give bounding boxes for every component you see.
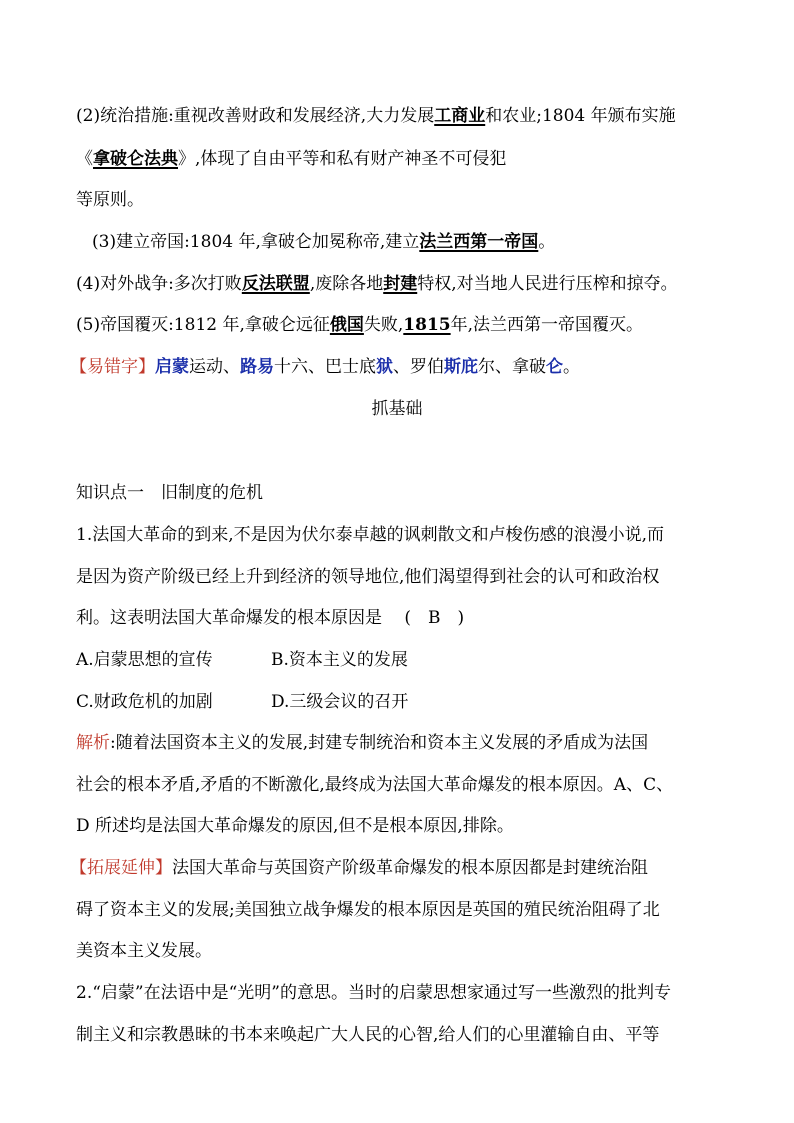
measures-line-1 <box>76 105 726 127</box>
question-2-line-2: 制主义和宗教愚昧的书本来唤起广大人民的心智,给人们的心里灌输自由、平等 <box>76 1025 660 1045</box>
key-term: 工商业 <box>434 106 486 126</box>
key-term: 法兰西第一帝国 <box>419 232 539 252</box>
text: 法国大革命与英国资产阶级革命爆发的根本原因都是封建统治阻 <box>172 858 648 878</box>
extension-line-1 <box>70 857 720 879</box>
typo-word: 狱 <box>376 357 393 377</box>
knowledge-point-title: 知识点一 旧制度的危机 <box>76 483 263 503</box>
option-d: D.三级会议的召开 <box>271 692 409 712</box>
question-1-line-2: 是因为资产阶级已经上升到经济的领导地位,他们渴望得到社会的认可和政治权 <box>76 567 660 587</box>
question-2-line-1: 2.“启蒙”在法语中是“光明”的意思。当时的启蒙思想家通过写一些激烈的批判专 <box>76 983 671 1003</box>
question-1-line-1: 1.法国大革命的到来,不是因为伏尔泰卓越的讽刺散文和卢梭伤感的浪漫小说,而 <box>76 525 665 545</box>
options-row-2 <box>76 691 726 713</box>
typo-word: 路易 <box>240 357 274 377</box>
section-heading: 抓基础 <box>371 399 423 419</box>
key-term: 1815 <box>403 315 451 335</box>
text: 和农业;1804 年颁布实施 <box>485 106 676 126</box>
analysis-line-3: D 所述均是法国大革命爆发的原因,但不是根本原因,排除。 <box>76 816 514 836</box>
war-line <box>76 273 726 295</box>
text: 。 <box>563 357 580 377</box>
analysis-label: 解析 <box>76 733 110 753</box>
extension-label: 【拓展延伸】 <box>70 858 172 878</box>
text: 《 <box>76 149 93 169</box>
text: :随着法国资本主义的发展,封建专制统治和资本主义发展的矛盾成为法国 <box>110 733 649 753</box>
extension-line-2: 碍了资本主义的发展;美国独立战争爆发的根本原因是英国的殖民统治阻碍了北 <box>76 900 660 920</box>
options-row-1 <box>76 649 726 671</box>
text: ,废除各地 <box>309 274 384 294</box>
key-term: 封建 <box>383 274 418 294</box>
analysis-line-2: 社会的根本矛盾,矛盾的不断激化,最终成为法国大革命爆发的根本原因。A、C、 <box>76 775 674 795</box>
text: 、罗伯 <box>393 357 444 377</box>
fall-line <box>76 314 726 336</box>
text: 特权,对当地人民进行压榨和掠夺。 <box>417 274 678 294</box>
typo-tip-label: 【易错字】 <box>70 357 155 377</box>
question-1-line-3: 利。这表明法国大革命爆发的根本原因是 ( B ) <box>76 608 465 628</box>
text: 。 <box>538 232 556 252</box>
text: (5)帝国覆灭:1812 年,拿破仑远征 <box>76 315 330 335</box>
text: 运动、 <box>189 357 240 377</box>
extension-line-3: 美资本主义发展。 <box>76 941 212 961</box>
typo-word: 启蒙 <box>155 357 189 377</box>
typo-tip <box>70 356 720 378</box>
option-a: A.启蒙思想的宣传 <box>76 650 213 670</box>
text: 十六、巴士底 <box>274 357 376 377</box>
key-term: 拿破仑法典 <box>93 149 178 169</box>
text: (3)建立帝国:1804 年,拿破仑加冕称帝,建立 <box>92 232 420 252</box>
analysis-line-1 <box>76 732 726 754</box>
text: 等原则。 <box>76 190 144 210</box>
empire-line <box>92 231 742 253</box>
key-term: 俄国 <box>329 315 364 335</box>
option-b: B.资本主义的发展 <box>271 650 408 670</box>
typo-word: 斯庇 <box>444 357 478 377</box>
text: 尔、拿破 <box>478 357 546 377</box>
option-c: C.财政危机的加剧 <box>76 692 213 712</box>
measures-line-2 <box>76 148 726 170</box>
measures-line-3 <box>76 189 726 211</box>
text: 年,法兰西第一帝国覆灭。 <box>450 315 644 335</box>
text: 》,体现了自由平等和私有财产神圣不可侵犯 <box>178 149 507 169</box>
typo-word: 仑 <box>546 357 563 377</box>
text: (2)统治措施:重视改善财政和发展经济,大力发展 <box>76 106 435 126</box>
text: (4)对外战争:多次打败 <box>76 274 242 294</box>
text: 失败, <box>363 315 404 335</box>
key-term: 反法联盟 <box>241 274 310 294</box>
